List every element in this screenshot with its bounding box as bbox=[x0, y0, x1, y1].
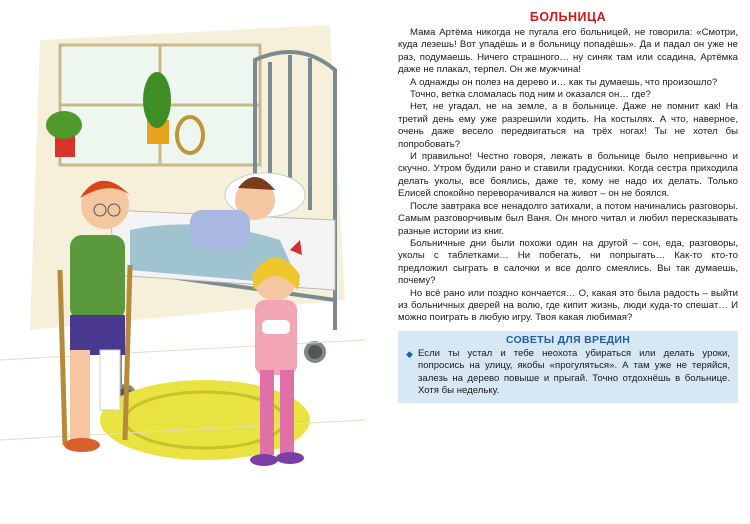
advice-item bbox=[406, 348, 730, 398]
story-paragraph: Точно, ветка сломалась под ним и оказался он… где? bbox=[410, 89, 651, 101]
advice-box bbox=[398, 331, 738, 404]
illustration-page bbox=[0, 0, 365, 524]
story-paragraph: Мама Артёма никогда не пугала его больницей, не говорила: «Смотри, куда лезешь! Вот упадёшь и в больницу попадёшь». Да и падал он уже не раз, подумаешь. Ничего страшного… ну синяк там или ссадина, Артёмка даже не плакал, терпел. Он же мужчина! bbox=[398, 27, 738, 76]
advice-text: Если ты устал и тебе неохота убираться или делать уроки, попросись на улицу, якобы «прогуляться». А там уже не теряйся, залезь на дерево повыше и прыгай. Точно отдохнёшь в больнице. Хотя бы недельку. bbox=[418, 347, 730, 396]
story-paragraph: Больничные дни были похожи один на другой – сон, еда, разговоры, уколы с таблетками… Ни побегать, ни попрыгать… Как-то кто-то предложил сыграть в салочки и все долго смеялись. Вы так думаешь, почему? bbox=[398, 237, 738, 287]
story-paragraph: После завтрака все ненадолго затихали, а потом начинались разговоры. Самым разговорчивым был Ваня. Он много читал и любил пересказывать разные истории из книг. bbox=[398, 200, 738, 237]
hospital-illustration bbox=[0, 0, 365, 524]
diamond-bullet-icon: ◆ bbox=[406, 348, 413, 359]
story-title: БОЛЬНИЦА bbox=[529, 10, 607, 24]
plant-right bbox=[143, 72, 171, 144]
story-paragraph: Нет, не угадал, не на земле, а в больнице. Даже не помнит как! На третий день ему уже разрешили ходить. На костылях. А что, наверное, очень даже весело передвигаться на трёх ногах! Ты не хотел бы попробовать? bbox=[398, 101, 738, 150]
story-paragraph: Но всё рано или поздно кончается… О, какая это была радость – выйти из больничных дверей на волю, где кипит жизнь, люди куда-то спешат… И можно поиграть в любую игру. Твоя какая любимая? bbox=[398, 287, 738, 324]
advice-title: СОВЕТЫ ДЛЯ ВРЕДИН bbox=[505, 333, 631, 346]
story-paragraph: И правильно! Честно говоря, лежать в больнице было непривычно и скучно. Утром будили рано и ставили градусники. Когда сестра приходила делать уколы, все боялись, даже те, кому не надо их делать. Только Елисей спокойно переворачивался на живот – он не боялся. bbox=[398, 151, 738, 200]
story-paragraph: А однажды он полез на дерево и… как ты думаешь, что произошло? bbox=[410, 76, 718, 88]
story-page bbox=[398, 8, 738, 518]
